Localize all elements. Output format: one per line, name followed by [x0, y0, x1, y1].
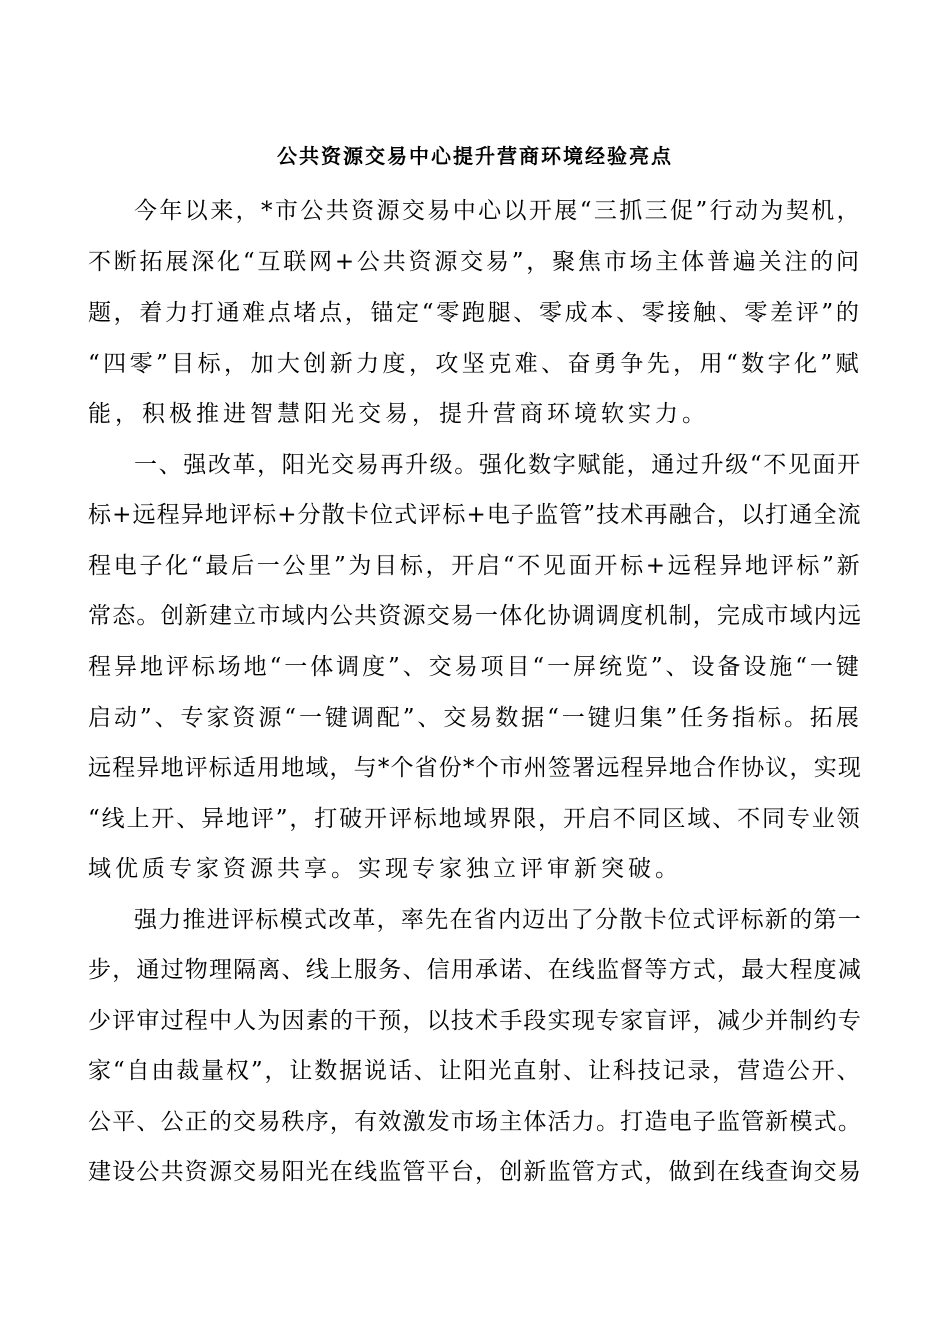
body-line: 题，着力打通难点堵点，锚定“零跑腿、零成本、零接触、零差评”的 [88, 300, 862, 326]
body-line: 程电子化“最后一公里”为目标，开启“不见面开标+远程异地评标”新 [88, 553, 863, 579]
body-line: “四零”目标，加大创新力度，攻坚克难、奋勇争先，用“数字化”赋 [88, 351, 863, 377]
body-line: 今年以来，*市公共资源交易中心以开展“三抓三促”行动为契机， [134, 198, 863, 224]
body-line: 建设公共资源交易阳光在线监管平台，创新监管方式，做到在线查询交易 [88, 1159, 862, 1185]
body-line: 少评审过程中人为因素的干预，以技术手段实现专家盲评，减少并制约专 [88, 1008, 862, 1034]
body-line: 标+远程异地评标+分散卡位式评标+电子监管”技术再融合，以打通全流 [88, 502, 862, 528]
body-line: 步，通过物理隔离、线上服务、信用承诺、在线监督等方式，最大程度减 [88, 957, 862, 983]
body-line: 能，积极推进智慧阳光交易，提升营商环境软实力。 [88, 401, 709, 427]
document-title: 公共资源交易中心提升营商环境经验亮点 [277, 144, 673, 168]
body-line: 常态。创新建立市域内公共资源交易一体化协调调度机制，完成市域内远 [88, 603, 862, 629]
body-line: “线上开、异地评”，打破开评标地域界限，开启不同区域、不同专业领 [88, 806, 862, 832]
body-line: 家“自由裁量权”，让数据说话、让阳光直射、让科技记录，营造公开、 [88, 1058, 862, 1084]
body-line: 程异地评标场地“一体调度”、交易项目“一屏统览”、设备设施“一键 [88, 654, 862, 680]
body-line: 强力推进评标模式改革，率先在省内迈出了分散卡位式评标新的第一 [134, 907, 862, 933]
body-line: 不断拓展深化“互联网+公共资源交易”，聚焦市场主体普遍关注的问 [88, 249, 862, 275]
body-line: 远程异地评标适用地域，与*个省份*个市州签署远程异地合作协议，实现 [88, 755, 862, 781]
body-line: 公平、公正的交易秩序，有效激发市场主体活力。打造电子监管新模式。 [88, 1109, 862, 1135]
body-line: 域优质专家资源共享。实现专家独立评审新突破。 [88, 856, 682, 882]
body-line: 启动”、专家资源“一键调配”、交易数据“一键归集”任务指标。拓展 [88, 705, 862, 731]
body-line: 一、强改革，阳光交易再升级。强化数字赋能，通过升级“不见面开 [134, 452, 862, 478]
